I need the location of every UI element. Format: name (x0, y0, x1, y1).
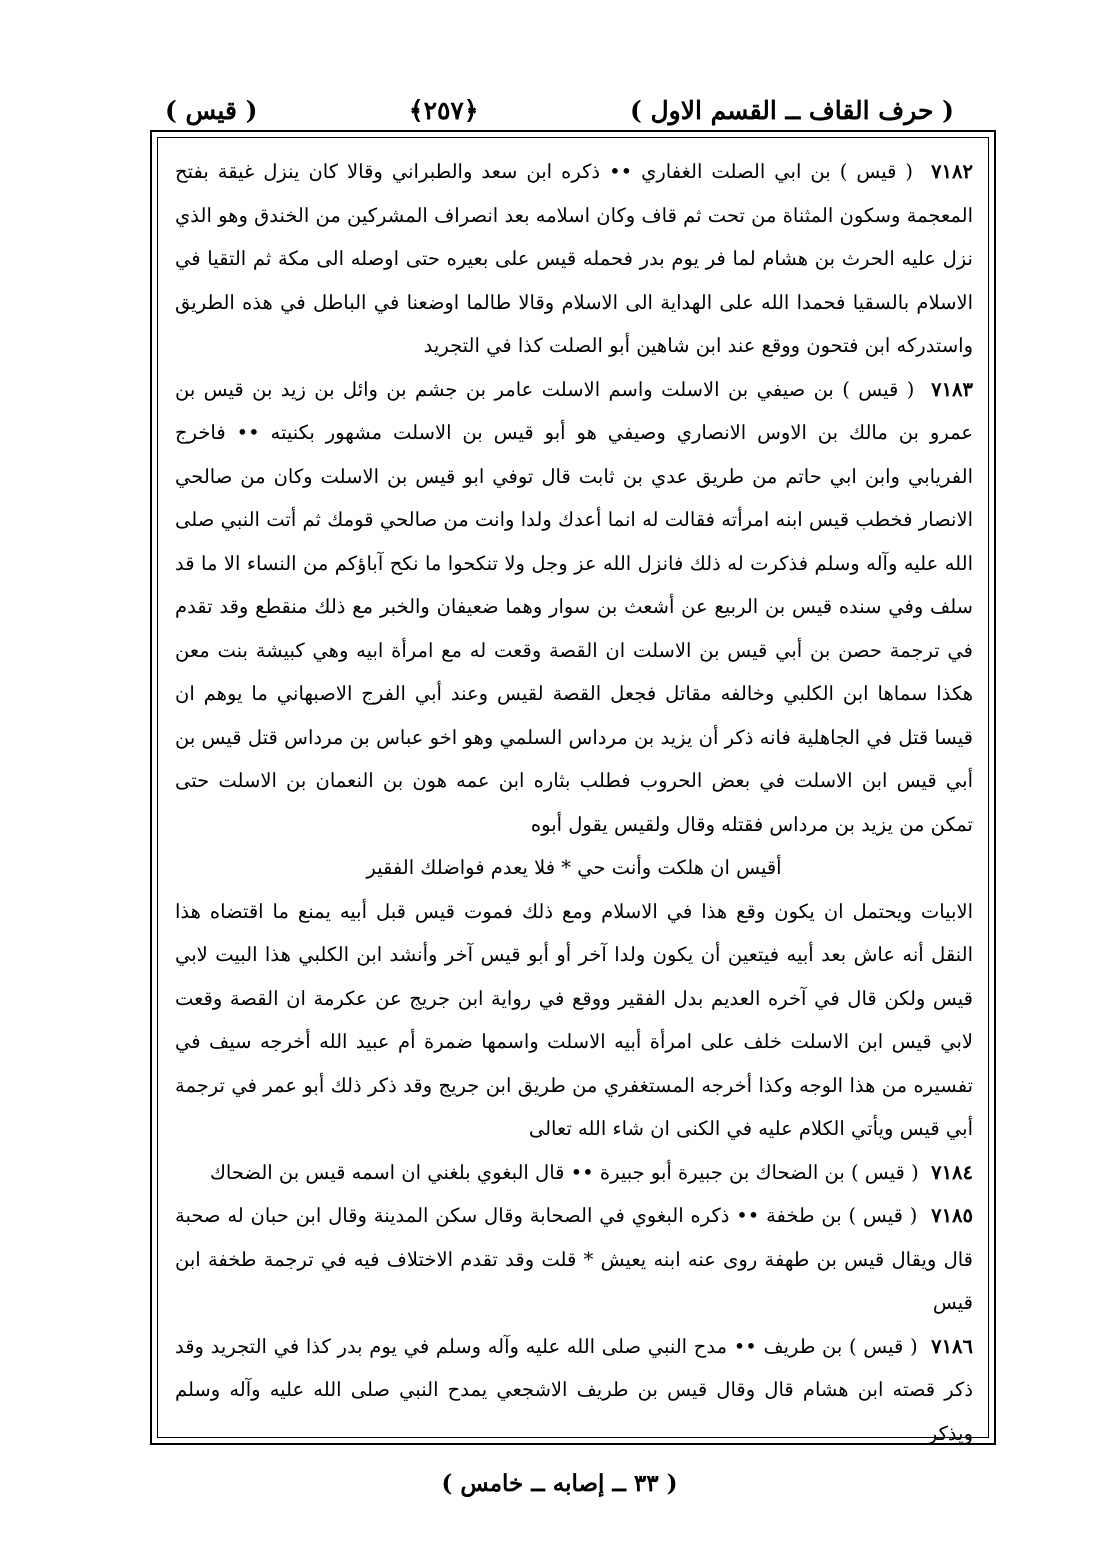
header-entry-name: ( قيس ) (165, 95, 258, 125)
entry-text: ( قيس ) بن طخفة •• ذكره البغوي في الصحابة وقال سكن المدينة وقال ابن حبان له صحبة قال ويقال قيس بن طهفة روى عنه ابنه يعيش * قلت وقد تقدم الاختلاف فيه في ترجمة طخفة ابن قيس (175, 1204, 973, 1314)
page-body (175, 150, 974, 1445)
entry-text: ( قيس ) بن طريف •• مدح النبي صلى الله عليه وآله وسلم في يوم بدر كذا في التجريد وقد ذكر قصته ابن هشام قال وقال قيس بن طريف الاشجعي يمدح النبي صلى الله عليه وآله وسلم ويذكر (175, 1334, 973, 1445)
entry-number: ٧١٨٤ (931, 1160, 973, 1184)
entry-text: ( قيس ) بن الضحاك بن جبيرة أبو جبيرة •• قال البغوي بلغني ان اسمه قيس بن الضحاك (209, 1160, 919, 1184)
entry-number: ٧١٨٦ (931, 1334, 973, 1358)
entry-number: ٧١٨٣ (931, 377, 974, 401)
entry-7183-continued (175, 890, 973, 1151)
header-section-title: ( حرف القاف ــ القسم الاول ) (629, 95, 954, 125)
page-footer-signature: ( ٣٣ ــ إصابه ــ خامس ) (441, 1470, 678, 1497)
entry-text: الابيات ويحتمل ان يكون وقع هذا في الاسلام ومع ذلك فموت قيس قبل أبيه يمنع ما اقتضاه هذا النقل أنه عاش بعد أبيه فيتعين أن يكون ولدا آخر أو أبو قيس آخر وأنشد ابن الكلبي هذا البيت لابي قيس ولكن قال في آخره العديم بدل الفقير ووقع في رواية ابن جريج عن عكرمة ان القصة وقعت لابي قيس ابن الاسلت خلف على امرأة أبيه الاسلت واسمها ضمرة أم عبيد الله أخرجه سيف في تفسيره من هذا الوجه وكذا أخرجه المستغفري من طريق ابن جريج وقد ذكر ذلك أبو عمر في ترجمة أبي قيس ويأتي الكلام عليه في الكنى ان شاء الله تعالى (175, 899, 973, 1140)
page-number: ﴿٢٥٧﴾ (408, 95, 479, 125)
entry-7186 (175, 1325, 973, 1456)
entry-7182 (175, 150, 973, 368)
entry-text: ( قيس ) بن ابي الصلت الغفاري •• ذكره ابن سعد والطبراني وقالا كان ينزل غيقة بفتح المعجمة وسكون المثناة من تحت ثم قاف وكان اسلامه بعد انصراف المشركين من الخندق وهو الذي نزل عليه الحرث بن هشام لما فر يوم بدر فحمله قيس على بعيره حتى اوصله الى مكة ثم التقيا في الاسلام بالسقيا فحمدا الله على الهداية الى الاسلام وقالا طالما اوضعنا في الباطل في هذه الطريق واستدركه ابن فتحون ووقع عند ابن شاهين أبو الصلت كذا في التجريد (175, 160, 973, 357)
entry-text: ( قيس ) بن صيفي بن الاسلت واسم الاسلت عامر بن جشم بن وائل بن زيد بن قيس بن عمرو بن مالك بن الاوس الانصاري وصيفي هو أبو قيس بن الاسلت مشهور بكنيته •• فاخرج الفريابي وابن ابي حاتم من طريق عدي بن ثابت قال توفي ابو قيس بن الاسلت وكان من صالحي الانصار فخطب قيس ابنه امرأته فقالت له انما أعدك ولدا وانت من صالحي قومك ثم أتت النبي صلى الله عليه وآله وسلم فذكرت له ذلك فانزل الله عز وجل ولا تنكحوا ما نكح آباؤكم من النساء الا ما قد سلف وفي سنده قيس بن الربيع عن أشعث بن سوار وهما ضعيفان والخبر مع ذلك منقطع وقد تقدم في ترجمة حصن بن أبي قيس بن الاسلت ان القصة وقعت له مع امرأة ابيه وهي كبيشة بنت معن هكذا سماها ابن الكلبي وخالفه مقاتل فجعل القصة لقيس وعند أبي الفرج الاصبهاني ما يوهم ان قيسا قتل في الجاهلية فانه ذكر أن يزيد بن مرداس السلمي وهو اخو عباس بن مرداس قتل قيس بن أبي قيس ابن الاسلت في بعض الحروب فطلب بثاره ابن عمه هون بن النعمان بن الاسلت حتى تمكن من يزيد بن مرداس فقتله وقال ولقيس يقول أبوه (175, 377, 973, 836)
entry-7183 (175, 368, 973, 847)
entry-7184 (175, 1151, 973, 1195)
entry-number: ٧١٨٥ (931, 1204, 973, 1227)
poem-verse: أقيس ان هلكت وأنت حي * فلا يعدم فواضلك الفقير (366, 856, 782, 879)
entry-number: ٧١٨٢ (931, 160, 973, 183)
page-header (165, 88, 954, 132)
entry-7185 (175, 1194, 973, 1325)
